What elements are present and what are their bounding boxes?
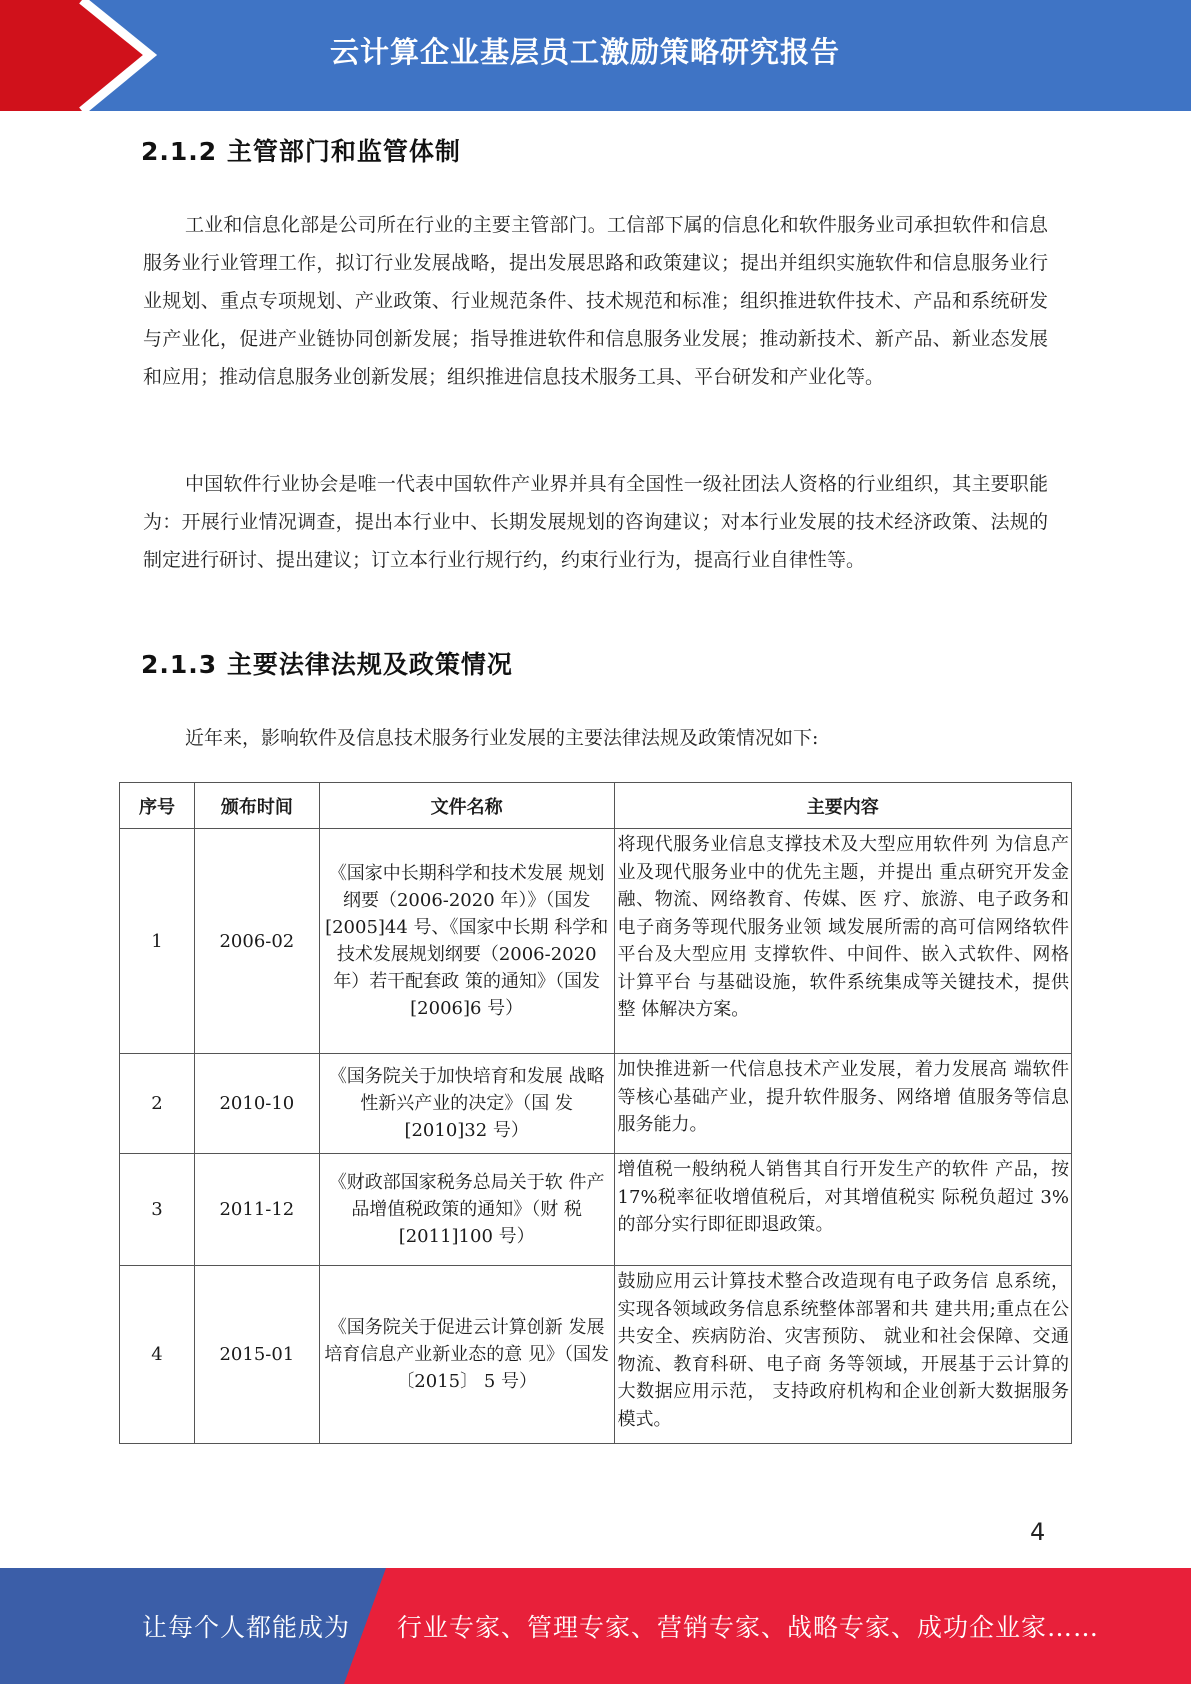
cell-no: 2 [120, 1054, 195, 1154]
footer-slogan-left: 让每个人都能成为 [142, 1613, 351, 1642]
paragraph-policy-intro: 近年来，影响软件及信息技术服务行业发展的主要法律法规及政策情况如下: [185, 727, 819, 749]
column-header-no: 序号 [120, 783, 195, 829]
cell-document-name: 《国务院关于加快培育和发展 战略性新兴产业的决定》（国 发[2010]32 号） [319, 1054, 614, 1154]
cell-document-name: 《国务院关于促进云计算创新 发展培育信息产业新业态的意 见》（国发〔2015〕 5 号） [319, 1266, 614, 1444]
table-row [120, 829, 1072, 1054]
cell-date: 2011-12 [194, 1154, 319, 1266]
cell-no: 3 [120, 1154, 195, 1266]
page-header [0, 0, 1191, 111]
column-header-date: 颁布时间 [194, 783, 319, 829]
cell-document-name: 《国家中长期科学和技术发展 规划纲要（2006-2020 年）》（国发[2005]44 号、《国家中长期 科学和技术发展规划纲要（2006-2020 年）若干配套政 策的通知》（国发[2006]6 号） [319, 829, 614, 1054]
report-title: 云计算企业基层员工激励策略研究报告 [330, 35, 841, 69]
footer-slogan-right: 行业专家、管理专家、营销专家、战略专家、成功企业家…… [397, 1613, 1100, 1642]
cell-date: 2015-01 [194, 1266, 319, 1444]
table-header-row [120, 783, 1072, 829]
cell-no: 1 [120, 829, 195, 1054]
column-header-content: 主要内容 [614, 783, 1071, 829]
table-row [120, 1154, 1072, 1266]
cell-content: 加快推进新一代信息技术产业发展，着力发展高 端软件等核心基础产业，提升软件服务、网络增 值服务等信息服务能力。 [614, 1054, 1071, 1154]
table-row [120, 1054, 1072, 1154]
cell-content: 鼓励应用云计算技术整合改造现有电子政务信 息系统，实现各领域政务信息系统整体部署和共 建共用;重点在公共安全、疾病防治、灾害预防、 就业和社会保障、交通物流、教育科研、电子商 务等领域，开展基于云计算的大数据应用示范， 支持政府机构和企业创新大数据服务模式。 [614, 1266, 1071, 1444]
paragraph-industry-association: 中国软件行业协会是唯一代表中国软件产业界并具有全国性一级社团法人资格的行业组织，其主要职能为：开展行业情况调查，提出本行业中、长期发展规划的咨询建议；对本行业发展的技术经济政策、法规的制定进行研讨、提出建议；订立本行业行规行约，约束行业行为，提高行业自律性等。 [143, 473, 1048, 571]
cell-document-name: 《财政部国家税务总局关于软 件产品增值税政策的通知》（财 税[2011]100 号） [319, 1154, 614, 1266]
cell-date: 2010-10 [194, 1054, 319, 1154]
cell-content: 将现代服务业信息支撑技术及大型应用软件列 为信息产业及现代服务业中的优先主题，并提出 重点研究开发金融、物流、网络教育、传媒、医 疗、旅游、电子政务和电子商务等现代服务业领 域发展所需的高可信网络软件平台及大型应用 支撑软件、中间件、嵌入式软件、网格计算平台 与基础设施，软件系统集成等关键技术，提供整 体解决方案。 [614, 829, 1071, 1054]
page-footer [0, 1568, 1191, 1684]
section-heading-2-1-2: 2.1.2 主管部门和监管体制 [141, 137, 461, 166]
policy-table [119, 782, 1072, 1444]
column-header-name: 文件名称 [319, 783, 614, 829]
cell-date: 2006-02 [194, 829, 319, 1054]
cell-no: 4 [120, 1266, 195, 1444]
section-heading-2-1-3: 2.1.3 主要法律法规及政策情况 [141, 650, 513, 679]
page-number: 4 [1030, 1518, 1046, 1546]
cell-content: 增值税一般纳税人销售其自行开发生产的软件 产品，按 17%税率征收增值税后，对其增值税实 际税负超过 3%的部分实行即征即退政策。 [614, 1154, 1071, 1266]
paragraph-regulator: 工业和信息化部是公司所在行业的主要主管部门。工信部下属的信息化和软件服务业司承担软件和信息服务业行业管理工作，拟订行业发展战略，提出发展思路和政策建议；提出并组织实施软件和信息服务业行业规划、重点专项规划、产业政策、行业规范条件、技术规范和标准；组织推进软件技术、产品和系统研发与产业化，促进产业链协同创新发展；指导推进软件和信息服务业发展；推动新技术、新产品、新业态发展和应用；推动信息服务业创新发展；组织推进信息技术服务工具、平台研发和产业化等。 [143, 214, 1048, 388]
table-row [120, 1266, 1072, 1444]
